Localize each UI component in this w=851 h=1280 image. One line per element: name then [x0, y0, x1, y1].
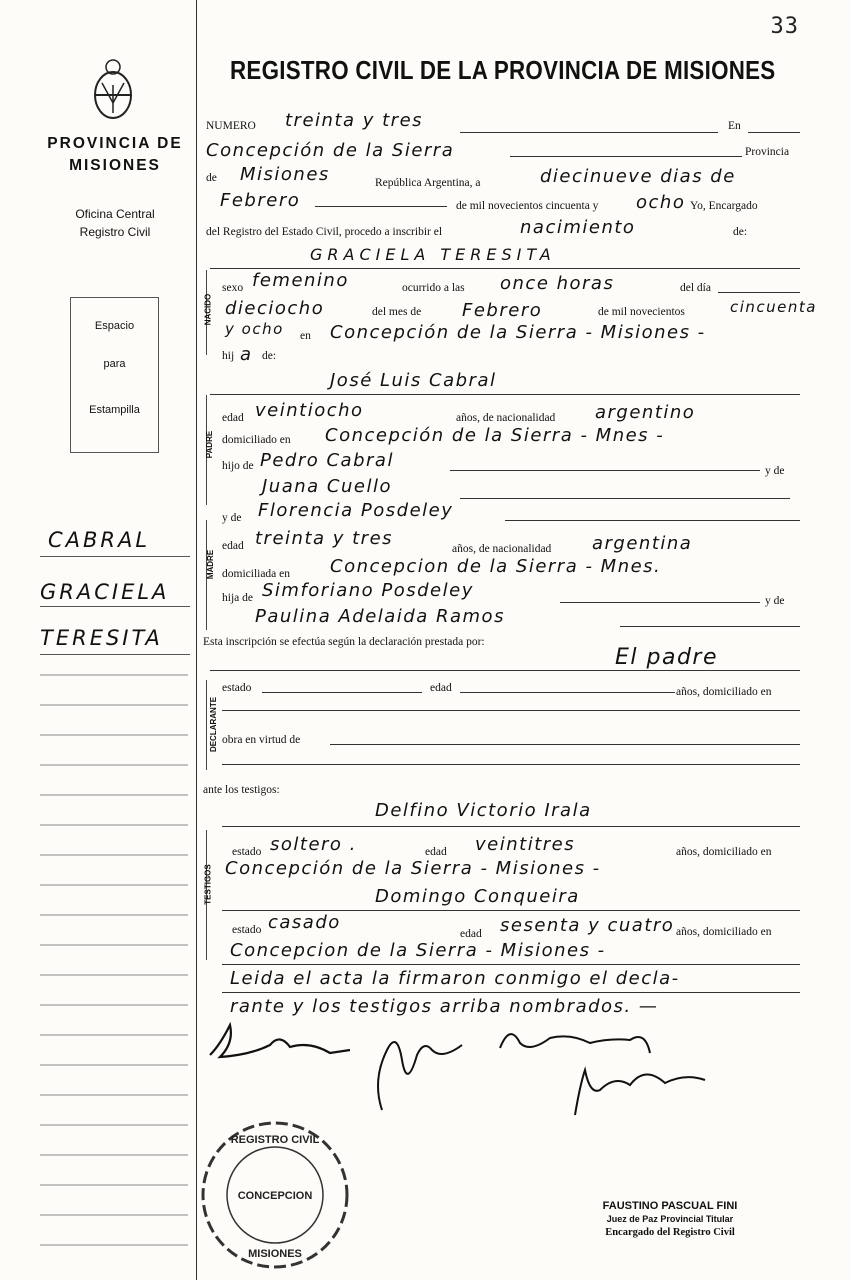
- nacido-section-label: NACIDO: [203, 293, 213, 326]
- ano-nac2-value: y ocho: [225, 320, 284, 338]
- numero-value: treinta y tres: [285, 110, 424, 131]
- madre-dom-value: Concepcion de la Sierra - Mnes.: [330, 556, 662, 577]
- edad2-label: edad: [222, 540, 244, 552]
- provincia-label: Provincia: [745, 146, 790, 158]
- y-de3-label: y de: [765, 595, 785, 607]
- madre-value: Florencia Posdeley: [258, 500, 454, 521]
- page-number: 33: [770, 14, 799, 39]
- hijo-de-label: hijo de: [222, 460, 254, 472]
- signer-role: Juez de Paz Provincial Titular: [606, 1214, 734, 1224]
- coat-of-arms-icon: [88, 55, 138, 125]
- edad4-label: edad: [425, 846, 447, 858]
- signature-encargado: [555, 1055, 725, 1125]
- anos-nac-label: años, de nacionalidad: [456, 412, 556, 424]
- cierre2-value: rante y los testigos arriba nombrados. —: [230, 996, 659, 1017]
- y-de-label: y de: [765, 465, 785, 477]
- madre-section-label: MADRE: [206, 549, 216, 580]
- acto-value: nacimiento: [520, 217, 636, 238]
- anos-nac2-label: años, de nacionalidad: [452, 543, 552, 555]
- hija-de-label: hija de: [222, 592, 253, 604]
- declarante-value: El padre: [615, 645, 718, 670]
- estado-label: estado: [222, 682, 252, 694]
- de-label: de: [206, 172, 217, 184]
- fill-line: [460, 132, 718, 133]
- anos-dom-label: años, domiciliado en: [676, 686, 772, 698]
- ocurrido-label: ocurrido a las: [402, 282, 465, 294]
- de-colon-label: de:: [733, 226, 748, 238]
- sexo-label: sexo: [222, 282, 244, 294]
- fill-line: [222, 826, 800, 827]
- fill-line: [315, 206, 447, 207]
- fill-line: [222, 964, 800, 965]
- anos-dom3-label: años, domiciliado en: [676, 926, 772, 938]
- domiciliado-label: domiciliado en: [222, 434, 291, 446]
- mes-value: Febrero: [220, 190, 301, 211]
- padre-value: José Luis Cabral: [330, 370, 497, 391]
- seal-top-text: REGISTRO CIVIL: [230, 1134, 320, 1146]
- de-mil-label: de mil novecientos cincuenta y: [456, 200, 599, 212]
- ano-nac-value: cincuenta: [730, 298, 817, 316]
- testigos-section-label: TESTIGOS: [203, 864, 213, 905]
- fill-line: [330, 744, 800, 745]
- mes-nac-value: Febrero: [462, 300, 543, 321]
- inscripcion-label: Esta inscripción se efectúa según la declaración prestada por:: [203, 636, 485, 648]
- t2-dom-value: Concepcion de la Sierra - Misiones -: [230, 940, 606, 961]
- t1-estado-value: soltero .: [270, 834, 357, 855]
- t1-dom-value: Concepción de la Sierra - Misiones -: [225, 858, 601, 879]
- en2-label: en: [300, 330, 311, 342]
- del-mes-label: del mes de: [372, 306, 422, 318]
- del-registro-label: del Registro del Estado Civil, procedo a inscribir el: [206, 226, 443, 238]
- y-de2-label: y de: [222, 512, 242, 524]
- en-label: En: [728, 120, 741, 132]
- abuela-value: Juana Cuello: [262, 476, 392, 497]
- anos-dom2-label: años, domiciliado en: [676, 846, 772, 858]
- signer-name: FAUSTINO PASCUAL FINI: [602, 1200, 738, 1212]
- sidebar-ruled-lines: [0, 660, 196, 1270]
- ano-value: ocho: [636, 192, 686, 213]
- signer-block: [570, 1200, 770, 1239]
- de2-label: de:: [262, 350, 277, 362]
- signature-declarante: [200, 1015, 360, 1065]
- del-dia-label: del día: [680, 282, 711, 294]
- stamp-box: Espacio para Estampilla: [70, 297, 159, 453]
- fill-line: [222, 910, 800, 911]
- side-middle-name: TERESITA: [40, 626, 163, 650]
- testigos-label: ante los testigos:: [203, 784, 280, 796]
- republica-label: República Argentina, a: [375, 177, 481, 189]
- t1-edad-value: veintitres: [475, 834, 576, 855]
- fill-line: [505, 520, 800, 521]
- estado3-label: estado: [232, 924, 262, 936]
- madre-nac-value: argentina: [592, 533, 693, 554]
- side-first-name: GRACIELA: [40, 580, 170, 604]
- office-name: Oficina Central Registro Civil: [75, 207, 155, 239]
- fill-line: [718, 292, 800, 293]
- numero-label: NUMERO: [206, 120, 256, 132]
- fill-line: [620, 626, 800, 627]
- fill-line: [222, 992, 800, 993]
- padre-edad-value: veintiocho: [255, 400, 364, 421]
- edad3-label: edad: [430, 682, 452, 694]
- padre-nac-value: argentino: [595, 402, 696, 423]
- fill-line: [222, 764, 800, 765]
- obra-label: obra en virtud de: [222, 734, 301, 746]
- signer-office: Encargado del Registro Civil: [605, 1227, 735, 1238]
- side-surname: CABRAL: [48, 528, 151, 552]
- fill-line: [222, 710, 800, 711]
- abuelo-value: Pedro Cabral: [260, 450, 394, 471]
- t2-estado-value: casado: [268, 912, 341, 933]
- testigo1-value: Delfino Victorio Irala: [375, 800, 592, 821]
- de-mil2-label: de mil novecientos: [598, 306, 685, 318]
- side-underline: [40, 556, 190, 557]
- hij-suffix-value: a: [240, 344, 253, 365]
- lugar-value: Concepción de la Sierra: [206, 140, 455, 161]
- hora-value: once horas: [500, 273, 615, 294]
- declarante-section-label: DECLARANTE: [209, 696, 219, 753]
- testigo2-value: Domingo Conqueira: [375, 886, 580, 907]
- abuela2-value: Paulina Adelaida Ramos: [255, 606, 505, 627]
- sidebar-divider: [196, 0, 197, 1280]
- dia-value: diecinueve dias de: [540, 166, 736, 187]
- domiciliada-label: domiciliada en: [222, 568, 291, 580]
- nombre-value: GRACIELA TERESITA: [310, 245, 556, 264]
- fill-line: [262, 692, 422, 693]
- fill-line: [210, 268, 800, 269]
- padre-section-label: PADRE: [205, 430, 215, 459]
- fill-line: [748, 132, 800, 133]
- edad5-label: edad: [460, 928, 482, 940]
- lugar-nac-value: Concepción de la Sierra - Misiones -: [330, 322, 706, 343]
- t2-edad-value: sesenta y cuatro: [500, 915, 675, 936]
- seal-center-text: CONCEPCION: [237, 1190, 313, 1202]
- madre-edad-value: treinta y tres: [255, 528, 394, 549]
- side-underline: [40, 654, 190, 655]
- fill-line: [210, 394, 800, 395]
- fill-line: [460, 498, 790, 499]
- estado2-label: estado: [232, 846, 262, 858]
- seal-bottom-text: MISIONES: [248, 1248, 302, 1260]
- edad-label: edad: [222, 412, 244, 424]
- yo-encargado-label: Yo, Encargado: [690, 200, 758, 212]
- fill-line: [210, 670, 800, 671]
- provincia-value: Misiones: [240, 164, 330, 185]
- sexo-value: femenino: [252, 270, 349, 291]
- province-heading: PROVINCIA DE MISIONES: [47, 135, 183, 174]
- fill-line: [460, 692, 675, 693]
- hij-label: hij: [222, 350, 235, 362]
- page-title: REGISTRO CIVIL DE LA PROVINCIA DE MISIONES: [230, 55, 776, 85]
- fill-line: [560, 602, 760, 603]
- fill-line: [450, 470, 760, 471]
- side-underline: [40, 606, 190, 607]
- cierre1-value: Leida el acta la firmaron conmigo el decla-: [230, 968, 680, 989]
- section-bar: [206, 680, 207, 770]
- fill-line: [510, 156, 742, 157]
- abuelo2-value: Simforiano Posdeley: [262, 580, 474, 601]
- signature-testigo1: [362, 1020, 472, 1120]
- official-seal-icon: [195, 1115, 355, 1275]
- padre-dom-value: Concepción de la Sierra - Mnes -: [325, 425, 665, 446]
- dia-nac-value: dieciocho: [225, 298, 325, 319]
